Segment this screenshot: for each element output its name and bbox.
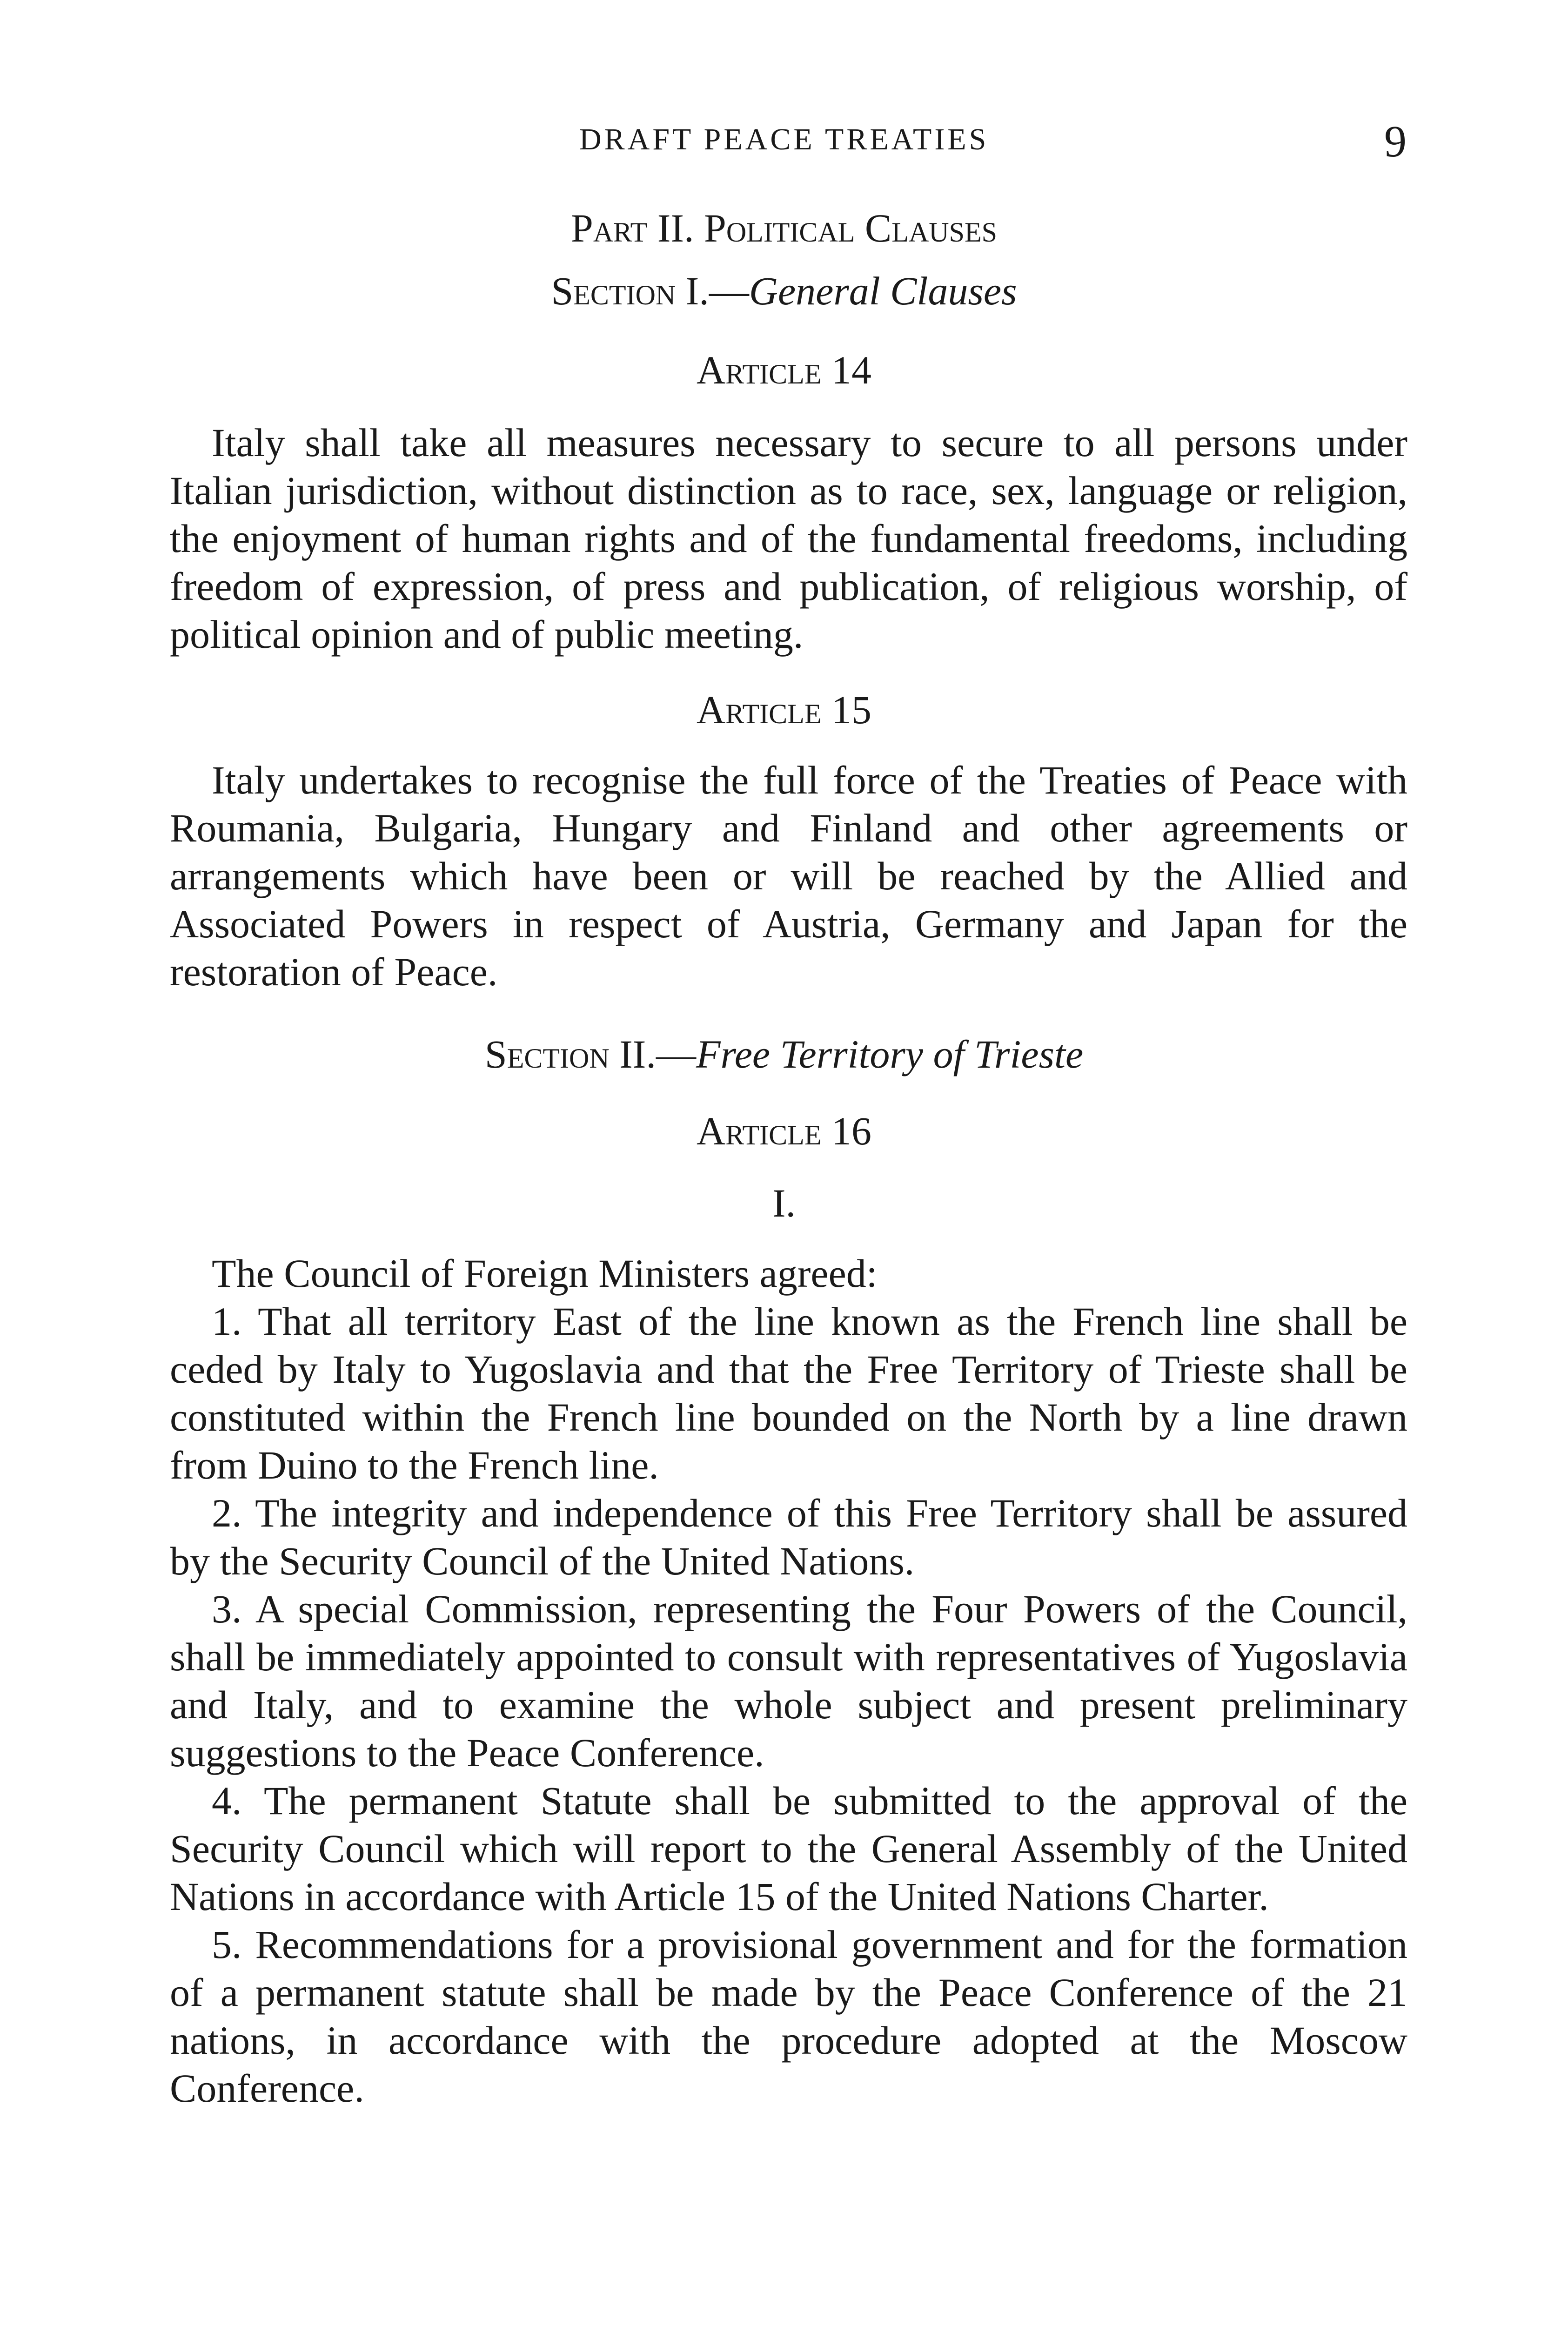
article-16-heading: Article 16: [697, 1109, 871, 1153]
running-head: DRAFT PEACE TREATIES: [579, 122, 989, 156]
section-2-title: Free Territory of Trieste: [696, 1032, 1084, 1076]
section-1-label: Section I.: [551, 269, 709, 313]
list-item: 2. The integrity and independence of this Free Territory shall be assured by the Security Council of the United Nations.: [170, 1491, 1407, 1583]
article-16-subheading: I.: [772, 1181, 796, 1225]
article-15-text: Italy undertakes to recognise the full force of the Treaties of Peace with Roumania, Bulgaria, Hungary and Finland and other agreements or arrangements which have been or will be reached by the Allied and Associated Powers in respect of Austria, Germany and Japan for the restoration of Peace.: [170, 758, 1407, 994]
article-14-text: Italy shall take all measures necessary to secure to all persons under Italian jurisdiction, without distinction as to race, sex, language or religion, the enjoyment of human rights and of the fundamental freedoms, including freedom of expression, of press and publication, of religious worship, of political opinion and of public meeting.: [170, 420, 1407, 657]
section-1-title: General Clauses: [749, 269, 1017, 313]
section-2-label: Section II.: [484, 1032, 656, 1076]
article-16-body: [170, 1250, 1407, 2112]
list-item: 5. Recommendations for a provisional government and for the formation of a permanent statute shall be made by the Peace Conference of the 21 nations, in accordance with the procedure adopted at the Moscow Conference.: [170, 1922, 1407, 2111]
section-1-dash: —: [709, 269, 749, 313]
article-16-intro: The Council of Foreign Ministers agreed:: [212, 1251, 878, 1296]
list-item: 1. That all territory East of the line known as the French line shall be ceded by Italy to Yugoslavia and that the Free Territory of Trieste shall be constituted within the French line bounded on the North by a line drawn from Duino to the French line.: [170, 1299, 1407, 1487]
section-2-dash: —: [656, 1032, 696, 1076]
list-item: 4. The permanent Statute shall be submitted to the approval of the Security Council which will report to the General Assembly of the United Nations in accordance with Article 15 of the United Nations Charter.: [170, 1778, 1407, 1919]
article-15-heading: Article 15: [697, 687, 871, 732]
part-label: Part II.: [571, 206, 694, 250]
section-1-heading: [0, 268, 1568, 314]
article-14-heading: Article 14: [697, 348, 871, 392]
article-14-body: [170, 419, 1407, 659]
list-item: 3. A special Commission, representing the Four Powers of the Council, shall be immediately appointed to consult with representatives of Yugoslavia and Italy, and to examine the whole subject and present preliminary suggestions to the Peace Conference.: [170, 1587, 1407, 1775]
page-number: 9: [1384, 116, 1407, 166]
part-title: Political Clauses: [704, 206, 997, 250]
article-15-body: [170, 756, 1407, 996]
part-heading: [0, 205, 1568, 251]
section-2-heading: [0, 1031, 1568, 1077]
